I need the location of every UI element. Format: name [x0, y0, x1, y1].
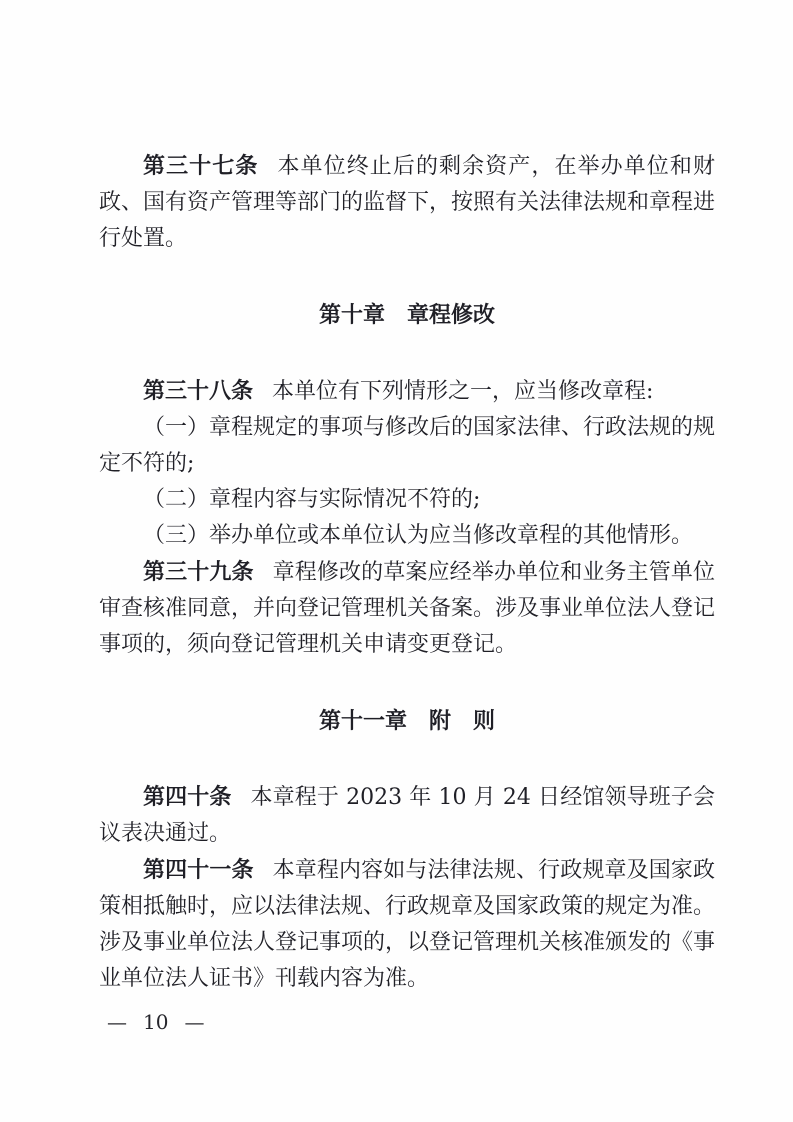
article-39-label: 第三十九条 — [143, 559, 254, 584]
document-body — [99, 0, 715, 997]
article-38-label: 第三十八条 — [143, 378, 254, 403]
list-item-1: （一）章程规定的事项与修改后的国家法律、行政法规的规定不符的; — [99, 415, 716, 476]
article-40-label: 第四十条 — [143, 784, 232, 809]
footer-dash-right: — — [184, 1010, 205, 1034]
article-38-text: 本单位有下列情形之一，应当修改章程: — [272, 379, 654, 404]
article-39-paragraph — [99, 554, 715, 663]
article-40-paragraph — [99, 779, 715, 852]
chapter-10-heading: 第十章 章程修改 — [318, 302, 495, 327]
article-41-paragraph — [99, 852, 715, 997]
list-item-3: （三）举办单位或本单位认为应当修改章程的其他情形。 — [143, 523, 694, 548]
article-37-label: 第三十七条 — [143, 153, 259, 178]
footer-dash-left: — — [107, 1010, 127, 1034]
page-footer — [107, 1010, 204, 1034]
article-39-text: 章程修改的草案应经举办单位和业务主管单位审查核准同意，并向登记管理机关备案。涉及事业单位法人登记事项的，须向登记管理机关申请变更登记。 — [99, 560, 716, 657]
list-item-2: （二）章程内容与实际情况不符的; — [143, 487, 481, 512]
article-37-paragraph — [99, 148, 715, 257]
article-41-text: 本章程内容如与法律法规、行政规章及国家政策相抵触时，应以法律法规、行政规章及国家政策的规定为准。涉及事业单位法人登记事项的，以登记管理机关核准颁发的《事业单位法人证书》刊载内容为准。 — [99, 858, 716, 991]
article-38-paragraph — [99, 373, 715, 410]
chapter-11-heading: 第十一章 附 则 — [318, 708, 495, 733]
article-40-text: 本章程于 2023 年 10 月 24 日经馆领导班子会议表决通过。 — [99, 785, 715, 846]
article-41-label: 第四十一条 — [143, 857, 254, 882]
page-number: 10 — [143, 1010, 169, 1034]
article-37-text: 本单位终止后的剩余资产，在举办单位和财政、国有资产管理等部门的监督下，按照有关法律法规和章程进行处置。 — [99, 154, 716, 251]
